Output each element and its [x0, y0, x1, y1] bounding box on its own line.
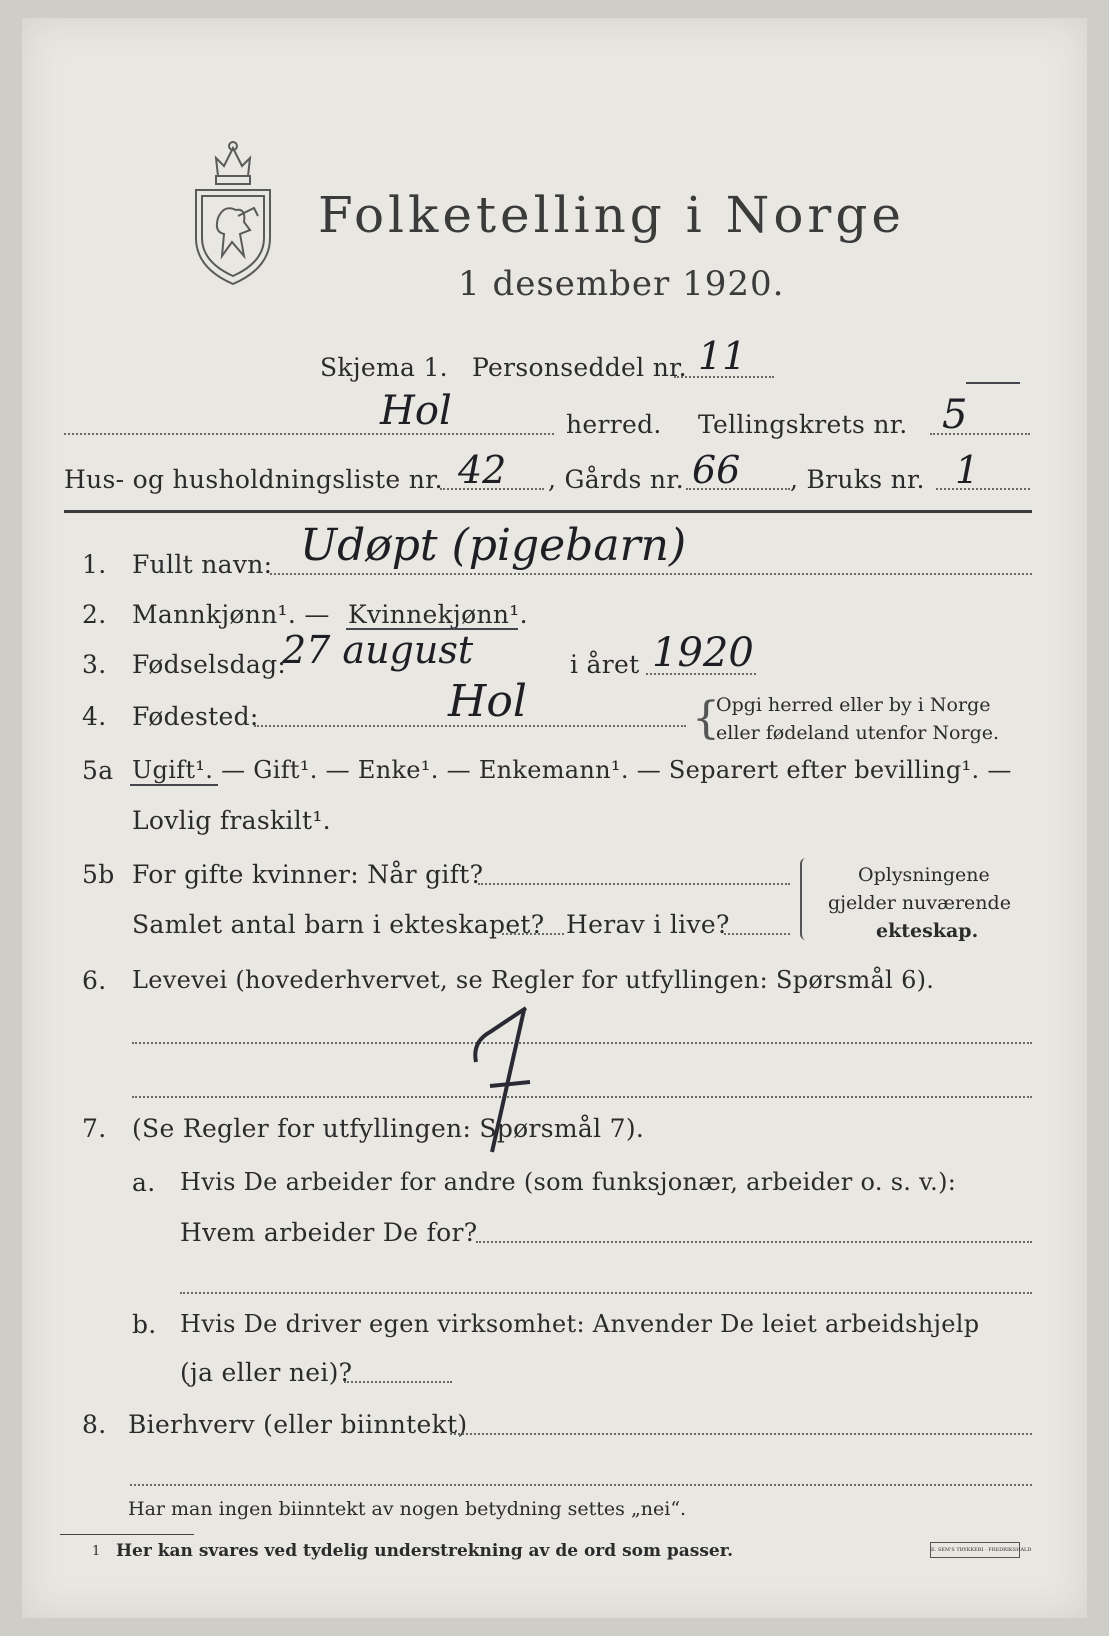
birthplace-value[interactable]: Hol	[448, 676, 527, 727]
gards-value[interactable]: 66	[692, 448, 741, 492]
q8-note: Har man ingen biinntekt av nogen betydning settes „nei“.	[128, 1498, 687, 1520]
q6-line1	[132, 1042, 1032, 1044]
q6-number: 6.	[82, 966, 107, 995]
q8-line1	[450, 1433, 1032, 1435]
q7a-line2: Hvem arbeider De for?	[180, 1218, 478, 1247]
footnote-text: Her kan svares ved tydelig understrekning av de ord som passer.	[116, 1541, 734, 1561]
form-title: Folketelling i Norge	[318, 186, 905, 244]
q8-label: Bierhverv (eller biinntekt)	[128, 1410, 468, 1439]
q5a-number: 5a	[82, 756, 114, 785]
tellingskrets-stroke	[966, 382, 1020, 384]
q7b-line2: (ja eller nei)?	[180, 1358, 353, 1387]
q2-male-option[interactable]: Mannkjønn¹. —	[132, 600, 330, 629]
q5b-married-label: For gifte kvinner: Når gift?	[132, 860, 484, 889]
footnote-mark: 1	[92, 1544, 101, 1559]
q4-note-line2: eller fødeland utenfor Norge.	[716, 722, 1000, 744]
form-date: 1 desember 1920.	[458, 264, 785, 304]
q6-label: Levevei (hovederhvervet, se Regler for utfyllingen: Spørsmål 6).	[132, 966, 935, 994]
bruks-label: , Bruks nr.	[790, 465, 925, 494]
hus-label: Hus- og husholdningsliste nr.	[64, 465, 443, 494]
q1-label: Fullt navn:	[132, 550, 273, 579]
header-divider	[64, 510, 1032, 513]
herred-line	[64, 433, 554, 435]
q8-line2	[130, 1484, 1032, 1486]
q5b-children-line	[502, 933, 564, 935]
personseddel-value[interactable]: 11	[698, 334, 747, 378]
personseddel-label: Personseddel nr.	[472, 353, 687, 382]
q6-line2	[132, 1096, 1032, 1098]
q3-label: Fødselsdag:	[132, 650, 287, 679]
q5a-options-line2[interactable]: Lovlig fraskilt¹.	[132, 806, 331, 835]
q5b-married-line	[478, 883, 790, 885]
q5b-note-line3: ekteskap.	[876, 920, 979, 942]
q7b-answer-line	[344, 1381, 452, 1383]
q2-female-option[interactable]: Kvinnekjønn¹.	[348, 600, 528, 629]
q5b-number: 5b	[82, 860, 115, 889]
tellingskrets-label: Tellingskrets nr.	[698, 410, 908, 439]
q5b-note-line2: gjelder nuværende	[828, 892, 1011, 914]
footnote-rule	[60, 1534, 194, 1535]
q1-line	[270, 573, 1032, 575]
gards-label: , Gårds nr.	[548, 465, 685, 494]
bruks-value[interactable]: 1	[955, 448, 980, 492]
q5b-alive-label: Herav i live?	[566, 910, 730, 939]
birthdate-value[interactable]: 27 august	[282, 628, 474, 672]
herred-value[interactable]: Hol	[380, 388, 452, 434]
printer-stamp: E. SEM'S TRYKKERI · FREDRIKSHALD	[930, 1542, 1020, 1558]
q3-year-label: i året	[570, 650, 640, 679]
q4-number: 4.	[82, 702, 107, 731]
q4-note-line1: Opgi herred eller by i Norge	[716, 694, 991, 716]
tellingskrets-value[interactable]: 5	[942, 392, 968, 438]
skjema-label: Skjema 1.	[320, 353, 448, 382]
hus-value[interactable]: 42	[458, 448, 507, 492]
q1-number: 1.	[82, 550, 107, 579]
q7a-answer-line2	[180, 1292, 1032, 1294]
q4-label: Fødested:	[132, 702, 259, 731]
herred-label: herred.	[566, 410, 662, 439]
q5b-children-label: Samlet antal barn i ekteskapet?	[132, 910, 545, 939]
q7a-letter: a.	[132, 1168, 156, 1197]
q5a-ugift-underline	[130, 784, 218, 786]
q5b-bracket	[800, 858, 810, 940]
coat-of-arms-icon	[188, 138, 278, 288]
q7b-line1: Hvis De driver egen virksomhet: Anvender De leiet arbeidshjelp	[180, 1310, 980, 1338]
bruks-line	[936, 488, 1030, 490]
q5a-options[interactable]: Ugift¹. — Gift¹. — Enke¹. — Enkemann¹. — Separert efter bevilling¹. —	[132, 756, 1012, 784]
q3-number: 3.	[82, 650, 107, 679]
q5b-alive-line	[724, 933, 790, 935]
q7-label: (Se Regler for utfyllingen: Spørsmål 7).	[132, 1114, 645, 1143]
q7a-line1: Hvis De arbeider for andre (som funksjonær, arbeider o. s. v.):	[180, 1168, 957, 1196]
q4-brace: {	[692, 693, 720, 744]
q2-number: 2.	[82, 600, 107, 629]
birth-year-value[interactable]: 1920	[652, 630, 754, 676]
q5b-note-line1: Oplysningene	[858, 864, 990, 886]
q7-number: 7.	[82, 1114, 107, 1143]
q8-number: 8.	[82, 1410, 107, 1439]
full-name-value[interactable]: Udøpt (pigebarn)	[300, 520, 687, 571]
q7b-letter: b.	[132, 1310, 157, 1339]
q7a-answer-line1	[476, 1241, 1032, 1243]
